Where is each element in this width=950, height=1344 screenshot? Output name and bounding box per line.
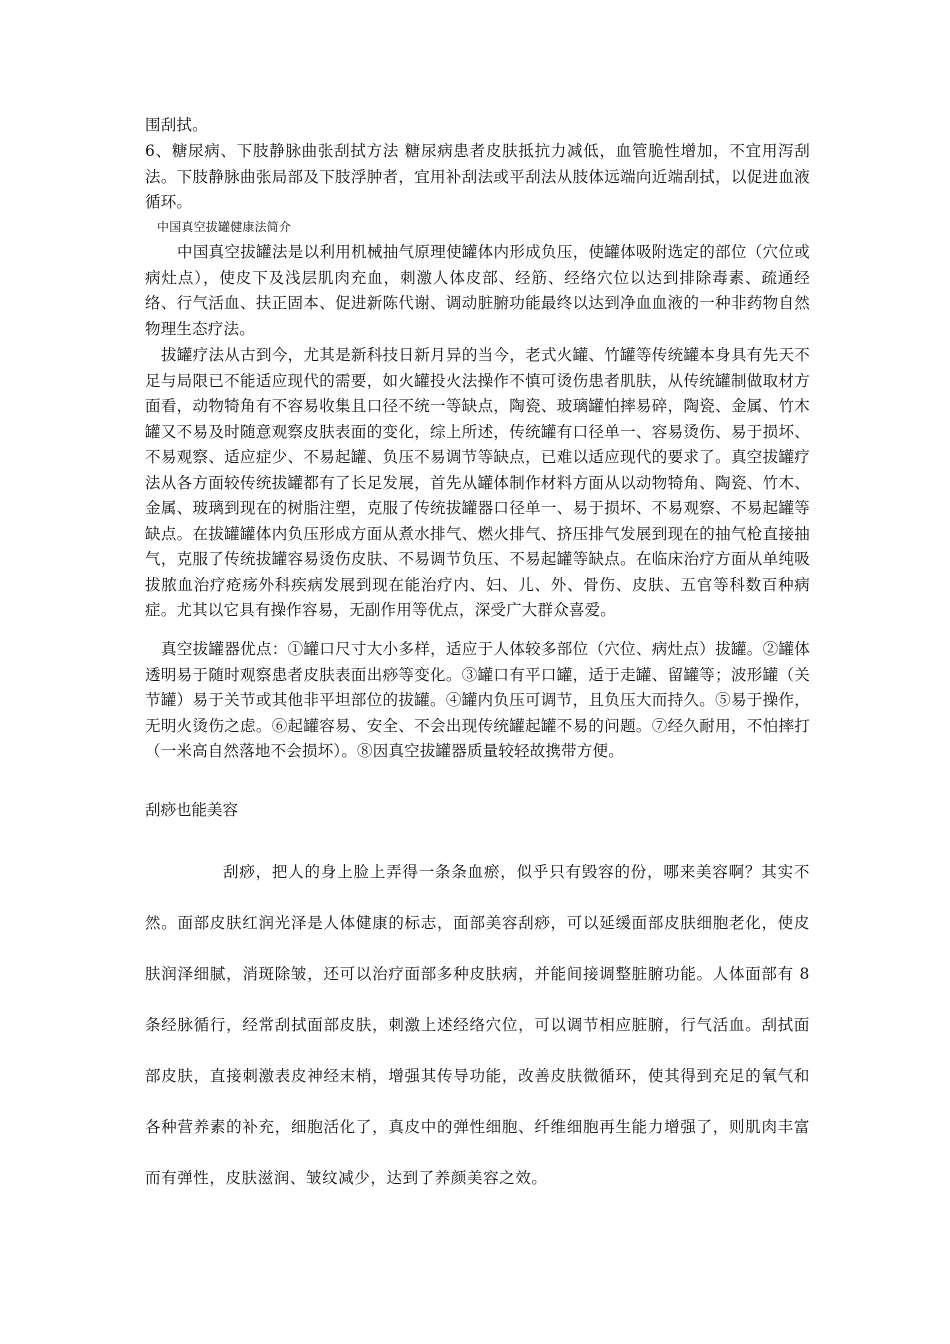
gua-sha-beauty-paragraph: 刮痧，把人的身上脸上弄得一条条血瘀，似乎只有毁容的份，哪来美容啊？其实不然。面部皮肤红润光泽是人体健康的标志，面部美容刮痧，可以延缓面部皮肤细胞老化，使皮肤润泽细腻，消斑除皱，还可以治疗面部多种皮肤病，并能间接调整脏腑功能。人体面部有 8 条经脉循行，经常刮拭面部皮肤，刺激上述经络穴位，可以调节相应脏腑，行气活血。刮拭面部皮肤，直接刺激表皮神经末梢，增强其传导功能，改善皮肤微循环，使其得到充足的氧气和各种营养素的补充，细胞活化了，真皮中的弹性细胞、纤维细胞再生能力增强了，则肌肉丰富而有弹性，皮肤滋润、皱纹减少，达到了养颜美容之效。 [145,863,810,1187]
continuation-paragraph: 围刮拭。 [145,116,208,134]
cupping-subtitle: 中国真空拔罐健康法简介 [157,220,292,234]
cupping-intro-paragraph: 中国真空拔罐法是以利用机械抽气原理使罐体内形成负压，使罐体吸附选定的部位（穴位或病灶点），使皮下及浅层肌肉充血，刺激人体皮部、经筋、经络穴位以达到排除毒素、疏通经络、行气活血、扶正固本、促进新陈代谢、调动脏腑功能最终以达到净血血液的一种非药物自然物理生态疗法。 [145,243,810,338]
cupping-history-paragraph: 拔罐疗法从古到今，尤其是新科技日新月异的当今，老式火罐、竹罐等传统罐本身具有先天不足与局限已不能适应现代的需要，如火罐投火法操作不慎可烫伤患者肌肤，从传统罐制做取材方面看，动物犄角有不容易收集且口径不统一等缺点，陶瓷、玻璃罐怕摔易碎，陶瓷、金属、竹木罐又不易及时随意观察皮肤表面的变化，综上所述，传统罐有口径单一、容易烫伤、易于损坏、不易观察、适应症少、不易起罐、负压不易调节等缺点，已难以适应现代的要求了。真空拔罐疗法从各方面较传统拔罐都有了长足发展，首先从罐体制作材料方面从以动物犄角、陶瓷、竹木、金属、玻璃到现在的树脂注塑，克服了传统拔罐器口径单一、易于损坏、不易观察、不易起罐等缺点。在拔罐罐体内负压形成方面从煮水排气、燃火排气、挤压排气发展到现在的抽气枪直接抽气，克服了传统拔罐容易烫伤皮肤、不易调节负压、不易起罐等缺点。在临床治疗方面从单纯吸拔脓血治疗疮疡外科疾病发展到现在能治疗内、妇、儿、外、骨伤、皮肤、五官等科数百种病症。尤其以它具有操作容易，无副作用等优点，深受广大群众喜爱。 [145,346,810,619]
gua-sha-heading: 刮痧也能美容 [145,801,239,819]
diabetes-varicose-paragraph: 6、糖尿病、下肢静脉曲张刮拭方法 糖尿病患者皮肤抵抗力减低，血管脆性增加，不宜用泻刮法。下肢静脉曲张局部及下肢浮肿者，宜用补刮法或平刮法从肢体远端向近端刮拭，以促进血液循环。 [145,142,810,211]
cupping-advantages-paragraph: 真空拔罐器优点：①罐口尺寸大小多样，适应于人体较多部位（穴位、病灶点）拔罐。②罐体透明易于随时观察患者皮肤表面出痧等变化。③罐口有平口罐，适于走罐、留罐等；波形罐（关节罐）易于关节或其他非平坦部位的拔罐。④罐内负压可调节，且负压大而持久。⑤易于操作，无明火烫伤之虑。⑥起罐容易、安全、不会出现传统罐起罐不易的问题。⑦经久耐用，不怕摔打（一米高自然落地不会损坏）。⑧因真空拔罐器质量较轻故携带方便。 [145,640,810,760]
